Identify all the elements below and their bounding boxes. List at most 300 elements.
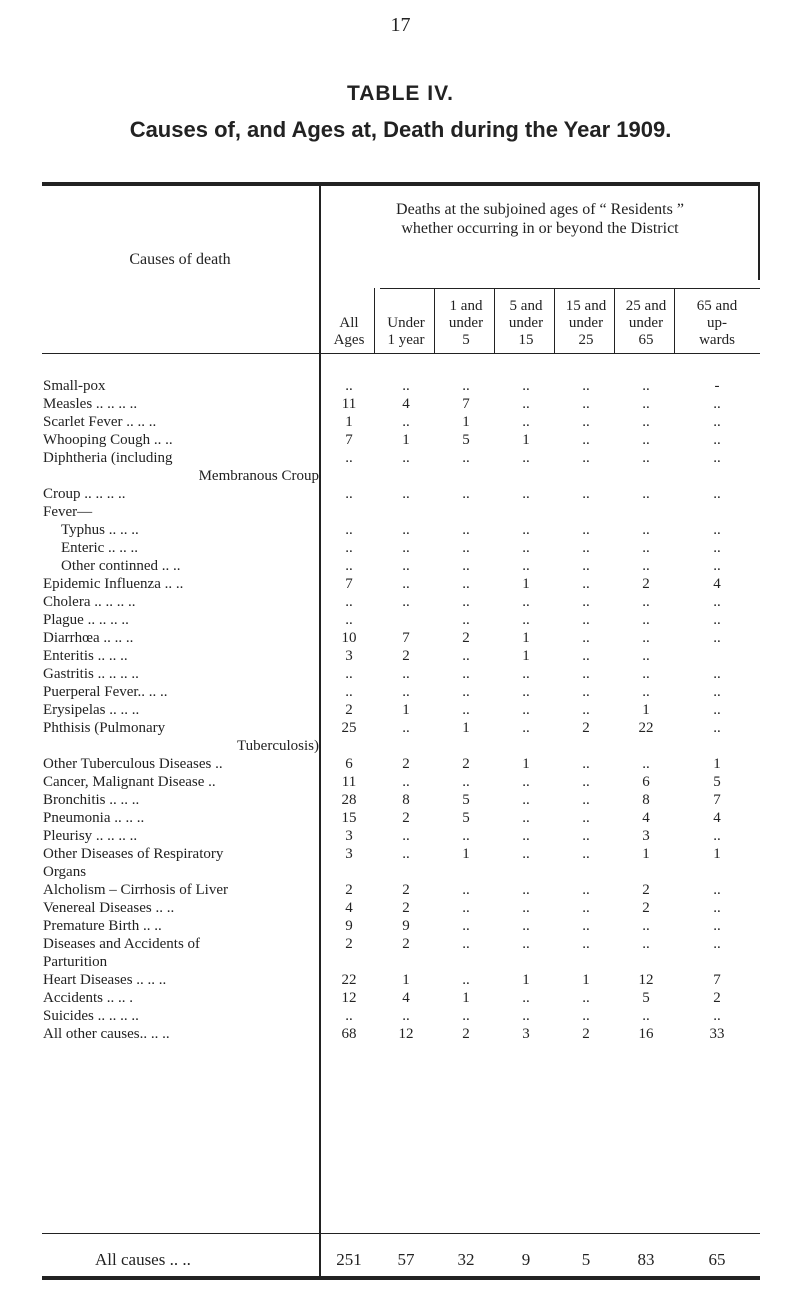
cell-5to15: ..	[522, 720, 530, 736]
cause-label: Alcholism – Cirrhosis of Liver	[43, 882, 228, 898]
table-row	[0, 593, 801, 611]
cell-1to5: ..	[462, 702, 470, 718]
cell-under1: ..	[402, 1008, 410, 1024]
cause-label: Diarrhœa .. .. ..	[43, 630, 134, 646]
column-divider	[374, 288, 375, 354]
cell-25to65: ..	[642, 450, 650, 466]
column-header-1to5-line1: 1 and	[449, 298, 483, 314]
cell-25to65: 2	[642, 576, 650, 592]
cell-under1: ..	[402, 378, 410, 394]
cell-5to15: ..	[522, 378, 530, 394]
deaths-header-line1: Deaths at the subjoined ages of “ Residents ”	[396, 201, 684, 218]
cell-5to15: ..	[522, 846, 530, 862]
cause-label: Heart Diseases .. .. ..	[43, 972, 167, 988]
cell-15to25: ..	[582, 594, 590, 610]
cause-label: All other causes.. .. ..	[43, 1026, 170, 1042]
cell-1to5: ..	[462, 594, 470, 610]
cell-1to5: 1	[462, 990, 470, 1006]
cell-25to65: 8	[642, 792, 650, 808]
cell-all: 6	[345, 756, 353, 772]
table-row	[0, 431, 801, 449]
cause-label: Premature Birth .. ..	[43, 918, 162, 934]
column-header-1to5-line2: under	[448, 315, 484, 331]
cell-65up: ..	[713, 630, 721, 646]
cell-15to25: ..	[582, 702, 590, 718]
cell-25to65: ..	[642, 612, 650, 628]
cell-25to65: ..	[642, 486, 650, 502]
table-row	[0, 917, 801, 935]
cell-under1: ..	[402, 774, 410, 790]
cell-1to5: 5	[462, 432, 470, 448]
cell-65up: ..	[713, 882, 721, 898]
cell-1to5: ..	[462, 486, 470, 502]
cell-25to65: ..	[642, 684, 650, 700]
cell-5to15: ..	[522, 540, 530, 556]
cell-1to5: ..	[462, 1008, 470, 1024]
cell-5to15: ..	[522, 702, 530, 718]
column-header-25to65-line1: 25 and	[625, 298, 667, 314]
cell-1to5: ..	[462, 684, 470, 700]
cell-65up: 4	[713, 576, 721, 592]
total-all: 251	[336, 1250, 362, 1269]
table-subtitle: Causes of, and Ages at, Death during the Year 1909.	[129, 117, 672, 142]
cell-15to25: ..	[582, 450, 590, 466]
cell-65up: ..	[713, 522, 721, 538]
cell-25to65: ..	[642, 396, 650, 412]
totals-label: All causes .. ..	[95, 1250, 191, 1269]
cell-all: 3	[345, 846, 353, 862]
cell-15to25: ..	[582, 612, 590, 628]
table-row	[0, 899, 801, 917]
cell-all: 10	[341, 630, 357, 646]
cause-label: Scarlet Fever .. .. ..	[43, 414, 157, 430]
cause-label: Accidents .. .. .	[43, 990, 133, 1006]
total-15to25: 5	[581, 1250, 591, 1269]
table-row	[0, 845, 801, 880]
cell-under1: 8	[402, 792, 410, 808]
cause-label: Plague .. .. .. ..	[43, 612, 129, 628]
cell-25to65: ..	[642, 522, 650, 538]
cell-65up: 33	[709, 1026, 725, 1042]
table-row	[0, 791, 801, 809]
table-row	[0, 629, 801, 647]
cell-5to15: ..	[522, 828, 530, 844]
cell-65up: 4	[713, 810, 721, 826]
cell-under1: ..	[402, 486, 410, 502]
cell-1to5: ..	[462, 882, 470, 898]
table-row	[0, 611, 801, 629]
cell-25to65: 1	[642, 846, 650, 862]
cell-15to25: ..	[582, 990, 590, 1006]
cell-15to25: ..	[582, 846, 590, 862]
cell-1to5: 5	[462, 792, 470, 808]
cell-25to65: ..	[642, 414, 650, 430]
header-bottom-rule	[42, 353, 760, 354]
cell-15to25: ..	[582, 756, 590, 772]
cell-5to15: ..	[522, 558, 530, 574]
cell-65up: 7	[713, 972, 721, 988]
cell-all: 3	[345, 828, 353, 844]
table-row	[0, 377, 801, 395]
cell-25to65: 12	[638, 972, 654, 988]
cell-5to15: ..	[522, 810, 530, 826]
cell-5to15: ..	[522, 684, 530, 700]
cause-label: Cancer, Malignant Disease ..	[43, 774, 216, 790]
cell-1to5: 2	[462, 1026, 470, 1042]
cell-5to15: ..	[522, 1008, 530, 1024]
cell-all: 11	[341, 774, 357, 790]
cell-5to15: ..	[522, 882, 530, 898]
column-header-15to25-line1: 15 and	[565, 298, 607, 314]
cell-1to5: ..	[462, 774, 470, 790]
column-header-25to65-line2: under	[628, 315, 664, 331]
cell-25to65: 16	[638, 1026, 654, 1042]
column-divider	[554, 288, 555, 354]
cause-label: Measles .. .. .. ..	[43, 396, 138, 412]
cell-25to65: ..	[642, 648, 650, 664]
cell-65up: 7	[713, 792, 721, 808]
cause-label: Typhus .. .. ..	[61, 522, 139, 538]
cause-label: Other Diseases of Respiratory	[43, 846, 224, 862]
table-row	[0, 755, 801, 773]
cell-65up: ..	[713, 414, 721, 430]
cell-under1: ..	[402, 522, 410, 538]
cell-5to15: ..	[522, 414, 530, 430]
cell-65up: ..	[713, 936, 721, 952]
cell-15to25: ..	[582, 486, 590, 502]
cell-5to15: 1	[522, 756, 530, 772]
cell-25to65: 2	[642, 882, 650, 898]
cell-65up: ..	[713, 1008, 721, 1024]
table-title: TABLE IV.	[346, 82, 455, 105]
cell-65up: ..	[713, 684, 721, 700]
cell-all: 7	[345, 576, 353, 592]
column-header-25to65-line3: 65	[638, 332, 654, 348]
column-header-all-line2: All	[339, 315, 359, 331]
cell-65up: ..	[713, 594, 721, 610]
cell-under1: ..	[402, 828, 410, 844]
cell-25to65: ..	[642, 918, 650, 934]
cause-label: Enteric .. .. ..	[61, 540, 139, 556]
cell-15to25: ..	[582, 1008, 590, 1024]
cell-65up: ..	[713, 612, 721, 628]
cell-25to65: 3	[642, 828, 650, 844]
column-header-65up-line3: wards	[699, 332, 735, 348]
cell-all: 15	[341, 810, 357, 826]
cell-15to25: ..	[582, 558, 590, 574]
cell-25to65: 5	[642, 990, 650, 1006]
cell-under1: 1	[402, 432, 410, 448]
table-row	[0, 809, 801, 827]
cell-65up: 1	[713, 846, 721, 862]
cell-under1: ..	[402, 720, 410, 736]
cell-15to25: ..	[582, 936, 590, 952]
cause-label-continued: Organs	[43, 864, 87, 880]
cell-1to5: ..	[462, 936, 470, 952]
column-header-5to15-line3: 15	[518, 332, 534, 348]
cell-65up: 2	[713, 990, 721, 1006]
cause-label-continued: Parturition	[43, 954, 108, 970]
cause-label: Diseases and Accidents of	[43, 936, 201, 952]
cell-under1: ..	[402, 666, 410, 682]
cell-65up: -	[714, 378, 720, 394]
table-row	[0, 395, 801, 413]
cause-label: Phthisis (Pulmonary	[43, 720, 166, 736]
cell-under1: ..	[402, 594, 410, 610]
table-row	[0, 971, 801, 989]
cause-label: Erysipelas .. .. ..	[43, 702, 140, 718]
cell-5to15: ..	[522, 594, 530, 610]
cell-1to5: 5	[462, 810, 470, 826]
cell-15to25: ..	[582, 918, 590, 934]
cause-label: Whooping Cough .. ..	[43, 432, 173, 448]
cell-65up: ..	[713, 486, 721, 502]
cell-5to15: ..	[522, 990, 530, 1006]
cell-under1: 4	[402, 396, 410, 412]
table-row	[0, 539, 801, 557]
cell-25to65: ..	[642, 378, 650, 394]
cell-all: ..	[345, 378, 353, 394]
cell-65up: 1	[713, 756, 721, 772]
cell-all: 25	[341, 720, 357, 736]
cell-all: 7	[345, 432, 353, 448]
cell-65up: ..	[713, 432, 721, 448]
causes-header: Causes of death	[129, 251, 231, 268]
column-header-5to15-line2: under	[508, 315, 544, 331]
cell-1to5: ..	[462, 558, 470, 574]
cell-1to5: ..	[462, 378, 470, 394]
cell-under1: ..	[402, 414, 410, 430]
page-number: 17	[390, 14, 411, 36]
cell-all: 68	[341, 1026, 357, 1042]
cell-1to5: ..	[462, 918, 470, 934]
cell-1to5: 2	[462, 630, 470, 646]
cell-25to65: ..	[642, 432, 650, 448]
column-divider	[614, 288, 615, 354]
cell-under1: ..	[402, 558, 410, 574]
cause-label: Cholera .. .. .. ..	[43, 594, 136, 610]
cell-all: 3	[345, 648, 353, 664]
cell-15to25: ..	[582, 522, 590, 538]
cell-5to15: 1	[522, 972, 530, 988]
cause-label: Other continned .. ..	[61, 558, 181, 574]
cell-15to25: ..	[582, 900, 590, 916]
cell-1to5: 1	[462, 720, 470, 736]
cause-label: Suicides .. .. .. ..	[43, 1008, 139, 1024]
cause-label: Croup .. .. .. ..	[43, 486, 126, 502]
cell-5to15: ..	[522, 666, 530, 682]
cell-5to15: ..	[522, 522, 530, 538]
cell-65up: ..	[713, 450, 721, 466]
cell-under1: 2	[402, 936, 410, 952]
cell-25to65: 2	[642, 900, 650, 916]
cell-15to25: ..	[582, 414, 590, 430]
cell-15to25: ..	[582, 432, 590, 448]
totals-rule	[42, 1233, 760, 1234]
table-row	[0, 935, 801, 970]
cell-25to65: ..	[642, 540, 650, 556]
cell-all: 2	[345, 936, 353, 952]
total-1to5: 32	[457, 1250, 475, 1269]
right-border	[758, 182, 760, 280]
cause-label: Venereal Diseases .. ..	[43, 900, 175, 916]
table-row	[0, 413, 801, 431]
table-row	[0, 683, 801, 701]
cause-label: Fever—	[43, 504, 93, 520]
column-divider	[434, 288, 435, 354]
cause-label: Enteritis .. .. ..	[43, 648, 128, 664]
cell-all: 2	[345, 882, 353, 898]
cell-all: 11	[341, 396, 357, 412]
cause-label: Pleurisy .. .. .. ..	[43, 828, 138, 844]
cell-all: ..	[345, 684, 353, 700]
table-row	[0, 503, 801, 521]
cell-15to25: ..	[582, 576, 590, 592]
column-divider	[674, 288, 675, 354]
cell-1to5: 1	[462, 846, 470, 862]
cell-all: ..	[345, 1008, 353, 1024]
column-header-1to5-line3: 5	[462, 332, 470, 348]
bottom-rule	[42, 1276, 760, 1280]
cause-label: Puerperal Fever.. .. ..	[43, 684, 168, 700]
table-row	[0, 827, 801, 845]
column-divider	[494, 288, 495, 354]
cell-5to15: ..	[522, 612, 530, 628]
cell-1to5: ..	[462, 666, 470, 682]
cell-1to5: ..	[462, 648, 470, 664]
cell-15to25: 2	[582, 720, 590, 736]
cell-all: ..	[345, 558, 353, 574]
cell-under1: 2	[402, 882, 410, 898]
top-rule	[42, 182, 760, 186]
cell-65up: ..	[713, 828, 721, 844]
column-header-15to25-line3: 25	[578, 332, 594, 348]
cell-65up: ..	[713, 540, 721, 556]
table-row	[0, 1025, 801, 1043]
table-row	[0, 647, 801, 665]
cell-25to65: ..	[642, 594, 650, 610]
cell-25to65: ..	[642, 936, 650, 952]
cell-15to25: ..	[582, 828, 590, 844]
deaths-header-line2: whether occurring in or beyond the District	[401, 220, 679, 237]
cell-25to65: ..	[642, 558, 650, 574]
cell-all: 9	[345, 918, 353, 934]
cell-under1: 1	[402, 972, 410, 988]
cell-1to5: 7	[462, 396, 470, 412]
total-25to65: 83	[637, 1250, 655, 1269]
cell-1to5: ..	[462, 576, 470, 592]
cell-25to65: 22	[638, 720, 654, 736]
column-header-5to15-line1: 5 and	[509, 298, 543, 314]
cell-15to25: ..	[582, 378, 590, 394]
cell-65up: ..	[713, 666, 721, 682]
table-row	[0, 485, 801, 503]
cell-all: ..	[345, 450, 353, 466]
cause-label-continued: Membranous Croup	[198, 468, 319, 484]
cell-15to25: ..	[582, 630, 590, 646]
cell-15to25: 2	[582, 1026, 590, 1042]
cell-under1: 9	[402, 918, 410, 934]
table-row	[0, 557, 801, 575]
cell-under1: ..	[402, 450, 410, 466]
cell-65up: ..	[713, 702, 721, 718]
cell-5to15: 1	[522, 648, 530, 664]
column-header-under1-line2: Under	[387, 315, 425, 331]
table-row	[0, 989, 801, 1007]
cell-1to5: 1	[462, 414, 470, 430]
cell-1to5: ..	[462, 828, 470, 844]
table-row	[0, 575, 801, 593]
cell-15to25: ..	[582, 684, 590, 700]
cell-5to15: ..	[522, 918, 530, 934]
cell-15to25: ..	[582, 540, 590, 556]
cell-all: 22	[341, 972, 357, 988]
cell-5to15: 1	[522, 630, 530, 646]
cell-all: 2	[345, 702, 353, 718]
cell-65up: ..	[713, 558, 721, 574]
cell-5to15: ..	[522, 900, 530, 916]
cell-1to5: 2	[462, 756, 470, 772]
cell-under1: ..	[402, 576, 410, 592]
cell-25to65: 1	[642, 702, 650, 718]
table-row	[0, 773, 801, 791]
table-row	[0, 1007, 801, 1025]
column-header-65up-line2: up-	[707, 315, 727, 331]
table-row	[0, 665, 801, 683]
column-header-all-line3: Ages	[333, 332, 365, 348]
cell-5to15: 1	[522, 576, 530, 592]
column-header-under1-line3: 1 year	[387, 332, 425, 348]
cause-label: Gastritis .. .. .. ..	[43, 666, 139, 682]
cell-all: ..	[345, 666, 353, 682]
cause-label: Epidemic Influenza .. ..	[43, 576, 184, 592]
cell-25to65: ..	[642, 1008, 650, 1024]
cell-25to65: 6	[642, 774, 650, 790]
cell-5to15: 3	[522, 1026, 530, 1042]
cell-5to15: ..	[522, 936, 530, 952]
cell-25to65: ..	[642, 756, 650, 772]
cause-label: Small-pox	[43, 378, 106, 394]
cell-5to15: ..	[522, 450, 530, 466]
cell-15to25: ..	[582, 792, 590, 808]
cell-all: 12	[341, 990, 357, 1006]
cell-25to65: 4	[642, 810, 650, 826]
cell-5to15: ..	[522, 792, 530, 808]
cell-65up: ..	[713, 918, 721, 934]
table-row	[0, 719, 801, 754]
cell-under1: 2	[402, 756, 410, 772]
cell-all: ..	[345, 486, 353, 502]
cause-label: Pneumonia .. .. ..	[43, 810, 145, 826]
cell-1to5: ..	[462, 612, 470, 628]
cell-under1: 2	[402, 648, 410, 664]
cell-1to5: ..	[462, 450, 470, 466]
cell-all: ..	[345, 540, 353, 556]
cell-5to15: ..	[522, 486, 530, 502]
cell-5to15: 1	[522, 432, 530, 448]
cause-label-continued: Tuberculosis)	[237, 738, 319, 754]
cell-5to15: ..	[522, 774, 530, 790]
cell-all: 1	[345, 414, 353, 430]
cell-65up: ..	[713, 900, 721, 916]
cause-label: Bronchitis .. .. ..	[43, 792, 140, 808]
table-row	[0, 701, 801, 719]
cell-15to25: 1	[582, 972, 590, 988]
cell-under1: ..	[402, 684, 410, 700]
column-header-65up-line1: 65 and	[696, 298, 738, 314]
table-row	[0, 521, 801, 539]
cell-5to15: ..	[522, 396, 530, 412]
